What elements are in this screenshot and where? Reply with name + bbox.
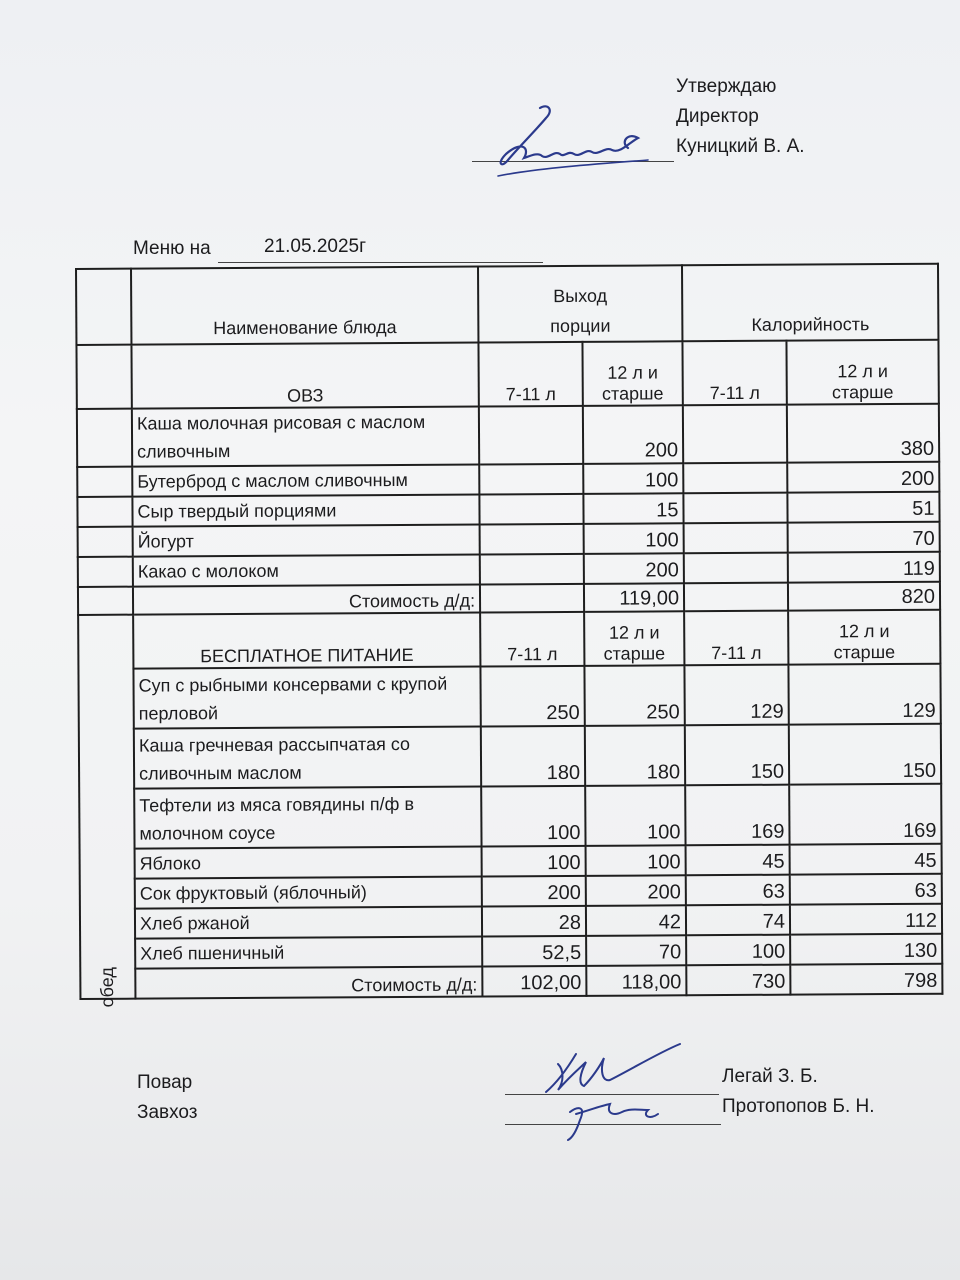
age-old-line2: старше	[831, 382, 894, 403]
dish-name: Яблоко	[135, 847, 482, 879]
portion-header-line2: порции	[550, 315, 611, 337]
portion-old: 100	[586, 845, 686, 876]
dish-name: Йогурт	[133, 525, 480, 557]
portion-young	[479, 464, 583, 495]
portion-young: 180	[481, 726, 585, 787]
table-row	[78, 664, 940, 729]
portion-age-young: 7-11 л	[478, 342, 582, 407]
section1-title: ОВЗ	[131, 343, 478, 409]
dish-name-line1: Суп с рыбными консервами с крупой	[138, 673, 448, 696]
calories-young: 45	[686, 845, 790, 876]
portion-age-young: 7-11 л	[480, 612, 584, 667]
calories-old: 200	[787, 462, 939, 493]
cost-label: Стоимость д/д:	[133, 585, 480, 615]
cost-old: 119,00	[584, 583, 684, 612]
portion-old: 100	[584, 523, 684, 554]
portion-old: 70	[586, 935, 686, 966]
menu-date-line	[133, 236, 367, 260]
calories-young	[683, 493, 787, 524]
dish-name: Хлеб пшеничный	[135, 937, 482, 969]
calories-old: 119	[788, 552, 940, 583]
calories-old: 112	[790, 904, 942, 935]
side-cell	[76, 345, 131, 409]
dish-name-line2: сливочным маслом	[139, 762, 302, 784]
dish-name	[133, 667, 480, 729]
table-row	[79, 724, 941, 789]
menu-table	[75, 263, 943, 1008]
dish-name: Сыр твердый порциями	[132, 495, 479, 527]
age-old-line1: 12 л и	[837, 361, 889, 382]
calories-old: 130	[790, 934, 942, 965]
date-underline	[218, 262, 543, 263]
meal-label: обед	[97, 967, 118, 1008]
portion-old: 200	[584, 553, 684, 584]
director-position: Директор	[676, 106, 759, 127]
age-old-line2: старше	[833, 641, 896, 663]
section2-cost-row	[80, 964, 942, 999]
director-name: Куницкий В. А.	[676, 136, 805, 157]
calories-age-old	[786, 340, 938, 405]
section1-header-row	[76, 340, 938, 409]
side-cell	[78, 527, 133, 557]
portion-old: 250	[584, 665, 684, 726]
calories-young: 169	[685, 785, 789, 846]
dish-name	[132, 407, 479, 467]
calories-young	[683, 463, 787, 494]
col-calories-header: Калорийность	[682, 264, 938, 342]
portion-young	[480, 554, 584, 585]
side-cell	[78, 587, 133, 615]
calories-young: 129	[684, 665, 788, 726]
portion-old: 200	[586, 875, 686, 906]
dish-name	[134, 727, 481, 789]
dish-name-line1: Каша молочная рисовая с маслом	[136, 411, 426, 434]
section2-title: БЕСПЛАТНОЕ ПИТАНИЕ	[133, 613, 480, 669]
director-signature	[478, 98, 668, 188]
dish-name-line1: Каша гречневая рассыпчатая со	[138, 733, 411, 756]
cost-young: 102,00	[482, 966, 586, 997]
approval-block	[676, 72, 805, 162]
portion-young	[479, 406, 583, 465]
dish-name: Бутерброд с маслом сливочным	[132, 465, 479, 497]
portion-old: 100	[583, 463, 683, 494]
calories-age-young: 7-11 л	[682, 341, 786, 406]
portion-age-old	[584, 611, 684, 666]
age-old-line1: 12 л и	[838, 621, 890, 642]
calories-old: 45	[790, 844, 942, 875]
calories-young	[684, 553, 788, 584]
side-cell	[77, 497, 132, 527]
cook-name: Легай З. Б.	[722, 1066, 818, 1087]
portion-age-old	[582, 341, 682, 406]
side-cell	[77, 467, 132, 497]
side-cell	[76, 269, 131, 345]
cook-label: Повар	[137, 1072, 193, 1093]
calories-old: 150	[789, 724, 941, 785]
portion-young: 28	[482, 906, 586, 937]
calories-young	[684, 523, 788, 554]
menu-date: 21.05.2025г	[264, 236, 367, 257]
portion-old: 100	[585, 785, 685, 846]
calories-old-total: 820	[788, 582, 940, 611]
cook-signature	[530, 1040, 700, 1145]
cost-old: 118,00	[586, 965, 686, 996]
portion-young: 52,5	[482, 936, 586, 967]
dish-name	[134, 787, 481, 849]
dish-name-line2: сливочным	[137, 441, 231, 462]
age-old-line1: 12 л и	[608, 622, 660, 643]
calories-old: 380	[787, 404, 939, 463]
dish-name: Сок фруктовый (яблочный)	[135, 877, 482, 909]
dish-name-line1: Тефтели из мяса говядины п/ф в	[139, 793, 415, 816]
portion-young: 100	[481, 786, 585, 847]
calories-young: 63	[686, 875, 790, 906]
approve-word: Утверждаю	[676, 76, 777, 97]
calories-old: 63	[790, 874, 942, 905]
calories-old-total: 798	[790, 964, 942, 995]
calories-young-total	[684, 583, 788, 612]
calories-old: 51	[787, 492, 939, 523]
calories-age-young: 7-11 л	[684, 611, 788, 666]
cost-young	[480, 584, 584, 613]
side-cell	[78, 557, 133, 587]
calories-young-total: 730	[686, 965, 790, 996]
calories-old: 169	[789, 784, 941, 845]
menu-label: Меню на	[133, 238, 211, 259]
calories-young: 150	[685, 725, 789, 786]
calories-age-old	[788, 610, 940, 665]
supply-name: Протопопов Б. Н.	[722, 1096, 875, 1117]
dish-name: Хлеб ржаной	[135, 907, 482, 939]
meal-side-cell	[78, 615, 135, 1008]
table-row	[79, 784, 941, 849]
col-name-header: Наименование блюда	[131, 267, 478, 345]
cost-label: Стоимость д/д:	[135, 967, 482, 999]
age-old-line2: старше	[603, 643, 666, 664]
portion-young	[479, 494, 583, 525]
header-row	[76, 264, 938, 345]
portion-young: 100	[482, 846, 586, 877]
age-old-line2: старше	[601, 383, 664, 404]
age-old-line1: 12 л и	[607, 362, 659, 383]
dish-name: Какао с молоком	[133, 555, 480, 587]
portion-young: 250	[480, 666, 584, 727]
portion-young	[480, 524, 584, 555]
portion-young: 200	[482, 876, 586, 907]
portion-old: 180	[585, 725, 685, 786]
calories-young	[683, 405, 787, 464]
supply-label: Завхоз	[137, 1102, 198, 1123]
dish-name-line2: перловой	[138, 703, 219, 724]
calories-young: 100	[686, 935, 790, 966]
side-cell	[77, 409, 132, 467]
calories-young: 74	[686, 905, 790, 936]
calories-old: 70	[788, 522, 940, 553]
col-portion-header	[478, 265, 682, 342]
portion-old: 15	[583, 493, 683, 524]
table-row	[77, 404, 939, 467]
section2-header-row	[78, 610, 940, 669]
portion-old: 42	[586, 905, 686, 936]
dish-name-line2: молочном соусе	[139, 822, 276, 844]
calories-old: 129	[788, 664, 940, 725]
portion-header-line1: Выход	[553, 285, 608, 307]
portion-old: 200	[583, 405, 683, 464]
